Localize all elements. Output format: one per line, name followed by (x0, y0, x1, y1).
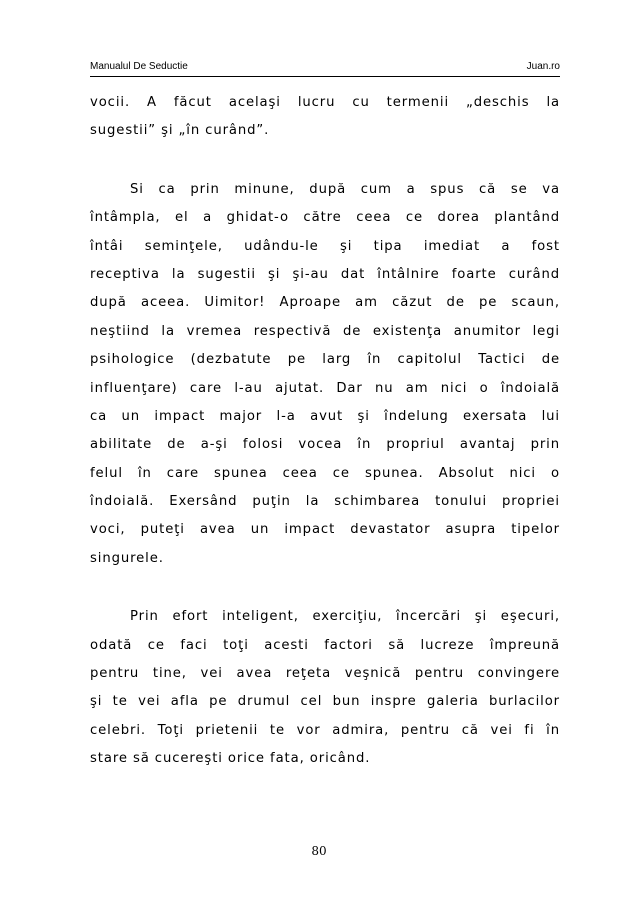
text-line: Si ca prin minune, după cum a spus că se va (130, 181, 560, 197)
page-header (90, 60, 560, 77)
text-line: voci, puteţi avea un impact devastator asupra tipelor (90, 522, 560, 538)
text-line: vocii. A făcut acelaşi lucru cu termenii „deschis la (90, 95, 560, 110)
header-title: Manualul De Seductie (90, 61, 188, 72)
text-line: şi te vei afla pe drumul cel bun inspre galeria burlacilor (90, 694, 560, 710)
text-line: sugestii” şi „în curând”. (90, 123, 270, 139)
text-line: întâi seminţele, udându-le şi tipa imediat a fost (90, 238, 560, 254)
page-body (90, 89, 560, 774)
page-number: 80 (311, 844, 327, 858)
text-line: singurele. (90, 550, 164, 566)
text-line: Prin efort inteligent, exerciţiu, încercări şi eşecuri, (130, 609, 560, 625)
text-line: abilitate de a-şi folosi vocea în propriul avantaj prin (90, 437, 560, 453)
text-line: psihologice (dezbatute pe larg în capitolul Tactici de (90, 352, 560, 368)
text-line: întâmpla, el a ghidat-o către ceea ce dorea plantând (90, 210, 560, 226)
text-line: pentru tine, vei avea reţeta veşnică pentru convingere (90, 666, 560, 682)
header-site: Juan.ro (526, 61, 560, 72)
text-line: îndoială. Exersând puţin la schimbarea tonului propriei (90, 494, 560, 510)
paragraph (90, 603, 560, 773)
text-line: ca un impact major l-a avut şi îndelung exersata lui (90, 408, 560, 424)
text-line: felul în care spunea ceea ce spunea. Absolut nici o (90, 465, 560, 481)
text-line: celebri. Toţi prietenii te vor admira, pentru că vei fi în (90, 722, 560, 738)
paragraph (90, 176, 560, 573)
text-line: după aceea. Uimitor! Aproape am căzut de pe scaun, (90, 295, 560, 311)
text-line: odată ce faci toţi acesti factori să lucreze împreună (90, 637, 560, 653)
text-line: stare să cucereşti orice fata, oricând. (90, 751, 371, 767)
paragraph (90, 89, 560, 146)
text-line: influenţare) care l-au ajutat. Dar nu am nici o îndoială (90, 380, 560, 396)
text-line: neştiind la vremea respectivă de existenţa anumitor legi (90, 323, 560, 339)
text-line: receptiva la sugestii şi şi-au dat întâlnire foarte curând (90, 266, 560, 282)
